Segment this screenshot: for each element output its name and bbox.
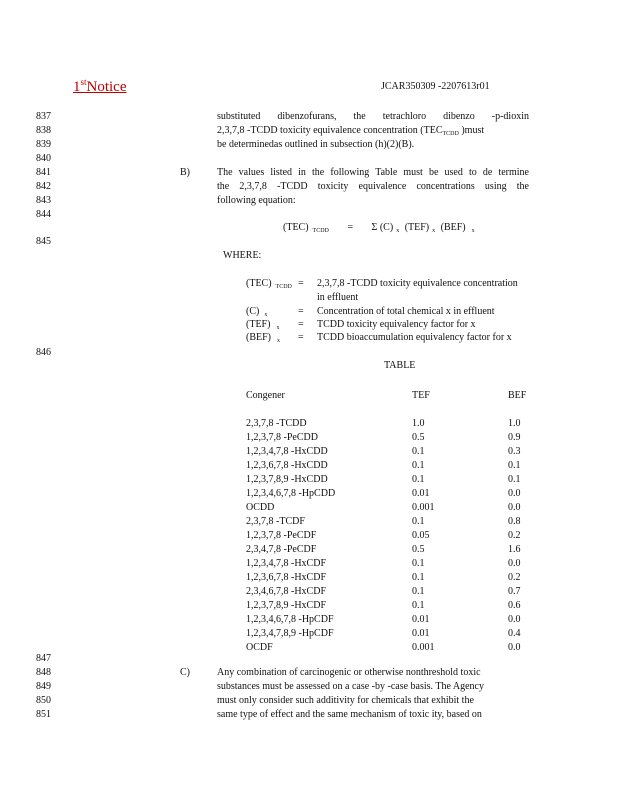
congener-cell: OCDD	[246, 502, 275, 513]
congener-cell: 1,2,3,7,8,9 -HxCDF	[246, 600, 327, 611]
definition-equals: =	[298, 319, 304, 330]
bef-cell: 0.2	[508, 572, 521, 583]
bef-cell: 0.7	[508, 586, 521, 597]
tef-cell: 0.1	[412, 474, 425, 485]
congener-cell: 1,2,3,4,6,7,8 -HpCDF	[246, 614, 334, 625]
bef-cell: 0.0	[508, 502, 521, 513]
document-id: JCAR350309 -2207613r01	[381, 81, 490, 92]
table-title: TABLE	[384, 360, 416, 371]
definition-text: TCDD bioaccumulation equivalency factor for x	[317, 332, 512, 343]
line-number: 841	[36, 167, 51, 178]
line-number: 849	[36, 681, 51, 692]
definition-text: 2,3,7,8 -TCDD toxicity equivalence concentration	[317, 278, 518, 289]
definition-symbol: (TEF) $_x$	[246, 319, 280, 331]
line-number: 837	[36, 111, 51, 122]
bef-cell: 1.6	[508, 544, 521, 555]
tef-cell: 0.01	[412, 614, 430, 625]
tef-cell: 0.05	[412, 530, 430, 541]
definition-text: TCDD toxicity equivalency factor for x	[317, 319, 476, 330]
table-row	[0, 473, 618, 487]
table-row	[0, 641, 618, 655]
tef-cell: 0.5	[412, 432, 425, 443]
bef-cell: 0.0	[508, 488, 521, 499]
section-label-c: C)	[180, 667, 190, 678]
paragraph-line: 2,3,7,8 -TCDD toxicity equivalence concentration ($TEC_{TCDD}$ )must	[217, 125, 485, 137]
congener-cell: 1,2,3,4,7,8 -HxCDD	[246, 446, 328, 457]
definition-equals: =	[298, 306, 304, 317]
definition-symbol: (TEC) $_{TCDD}$	[246, 278, 292, 290]
where-label: WHERE:	[223, 250, 262, 261]
definition-symbol: (C) $_x$	[246, 306, 268, 318]
paragraph-line: the 2,3,7,8 -TCDD toxicity equivalence concentrations using the	[217, 181, 529, 192]
bef-cell: 0.3	[508, 446, 521, 457]
line-number: 844	[36, 209, 51, 220]
tef-cell: 0.1	[412, 460, 425, 471]
bef-cell: 1.0	[508, 418, 521, 429]
equation: (TEC) $_{TCDD}$ = Σ (C) $_x$ (TEF) $_x$ (BEF) $_x$	[283, 222, 475, 234]
definition-text: in effluent	[317, 292, 359, 303]
bef-cell: 0.0	[508, 558, 521, 569]
tef-cell: 0.1	[412, 516, 425, 527]
tef-cell: 0.1	[412, 600, 425, 611]
bef-cell: 0.9	[508, 432, 521, 443]
tef-cell: 0.001	[412, 502, 435, 513]
table-row	[0, 445, 618, 459]
congener-cell: 1,2,3,7,8 -PeCDF	[246, 530, 317, 541]
line-number: 847	[36, 653, 51, 664]
table-row	[0, 515, 618, 529]
congener-cell: 2,3,4,6,7,8 -HxCDF	[246, 586, 327, 597]
table-row	[0, 487, 618, 501]
definition-equals: =	[298, 332, 304, 343]
bef-cell: 0.0	[508, 614, 521, 625]
table-header-bef: BEF	[508, 390, 527, 401]
bef-cell: 0.0	[508, 642, 521, 653]
line-number: 843	[36, 195, 51, 206]
congener-cell: 1,2,3,4,7,8 -HxCDF	[246, 558, 327, 569]
paragraph-line: substances must be assessed on a case -by -case basis. The Agency	[217, 681, 484, 692]
line-number: 846	[36, 347, 51, 358]
notice-heading: 1stNotice	[73, 77, 127, 95]
definition-equals: =	[298, 278, 304, 289]
bef-cell: 0.2	[508, 530, 521, 541]
table-header-tef: TEF	[412, 390, 430, 401]
table-row	[0, 501, 618, 515]
congener-cell: 1,2,3,6,7,8 -HxCDD	[246, 460, 328, 471]
congener-cell: OCDF	[246, 642, 273, 653]
line-number: 845	[36, 236, 51, 247]
table-row	[0, 529, 618, 543]
paragraph-line: be determinedas outlined in subsection (h)(2)(B).	[217, 139, 415, 150]
congener-cell: 2,3,7,8 -TCDF	[246, 516, 305, 527]
tef-cell: 0.1	[412, 446, 425, 457]
congener-cell: 1,2,3,7,8,9 -HxCDD	[246, 474, 328, 485]
table-row	[0, 431, 618, 445]
line-number: 840	[36, 153, 51, 164]
definition-text: Concentration of total chemical x in effluent	[317, 306, 495, 317]
paragraph-line: following equation:	[217, 195, 296, 206]
bef-cell: 0.4	[508, 628, 521, 639]
paragraph-line: same type of effect and the same mechanism of toxic ity, based on	[217, 709, 482, 720]
congener-cell: 1,2,3,4,7,8,9 -HpCDF	[246, 628, 334, 639]
congener-cell: 1,2,3,6,7,8 -HxCDF	[246, 572, 327, 583]
line-number: 842	[36, 181, 51, 192]
table-row	[0, 557, 618, 571]
table-row	[0, 627, 618, 641]
congener-cell: 1,2,3,7,8 -PeCDD	[246, 432, 318, 443]
table-header-congener: Congener	[246, 390, 285, 401]
section-label-b: B)	[180, 167, 190, 178]
tef-cell: 0.01	[412, 488, 430, 499]
tef-cell: 0.01	[412, 628, 430, 639]
line-number: 850	[36, 695, 51, 706]
paragraph-line: The values listed in the following Table must be used to de termine	[217, 167, 529, 178]
paragraph-line: Any combination of carcinogenic or otherwise nonthreshold toxic	[217, 667, 481, 678]
table-row	[0, 613, 618, 627]
tef-cell: 0.1	[412, 572, 425, 583]
line-number: 848	[36, 667, 51, 678]
tef-cell: 0.5	[412, 544, 425, 555]
line-number: 839	[36, 139, 51, 150]
tef-cell: 0.1	[412, 558, 425, 569]
tef-cell: 0.001	[412, 642, 435, 653]
paragraph-line: substituted dibenzofurans, the tetrachloro dibenzo -p-dioxin	[217, 111, 529, 122]
congener-cell: 2,3,4,7,8 -PeCDF	[246, 544, 317, 555]
tef-cell: 0.1	[412, 586, 425, 597]
table-row	[0, 459, 618, 473]
table-row	[0, 417, 618, 431]
line-number: 838	[36, 125, 51, 136]
definition-symbol: (BEF) $_x$	[246, 332, 280, 344]
table-row	[0, 599, 618, 613]
paragraph-line: must only consider such additivity for chemicals that exhibit the	[217, 695, 474, 706]
tef-cell: 1.0	[412, 418, 425, 429]
bef-cell: 0.6	[508, 600, 521, 611]
congener-cell: 2,3,7,8 -TCDD	[246, 418, 307, 429]
congener-cell: 1,2,3,4,6,7,8 -HpCDD	[246, 488, 336, 499]
table-row	[0, 571, 618, 585]
bef-cell: 0.8	[508, 516, 521, 527]
table-row	[0, 543, 618, 557]
bef-cell: 0.1	[508, 460, 521, 471]
bef-cell: 0.1	[508, 474, 521, 485]
table-row	[0, 585, 618, 599]
line-number: 851	[36, 709, 51, 720]
